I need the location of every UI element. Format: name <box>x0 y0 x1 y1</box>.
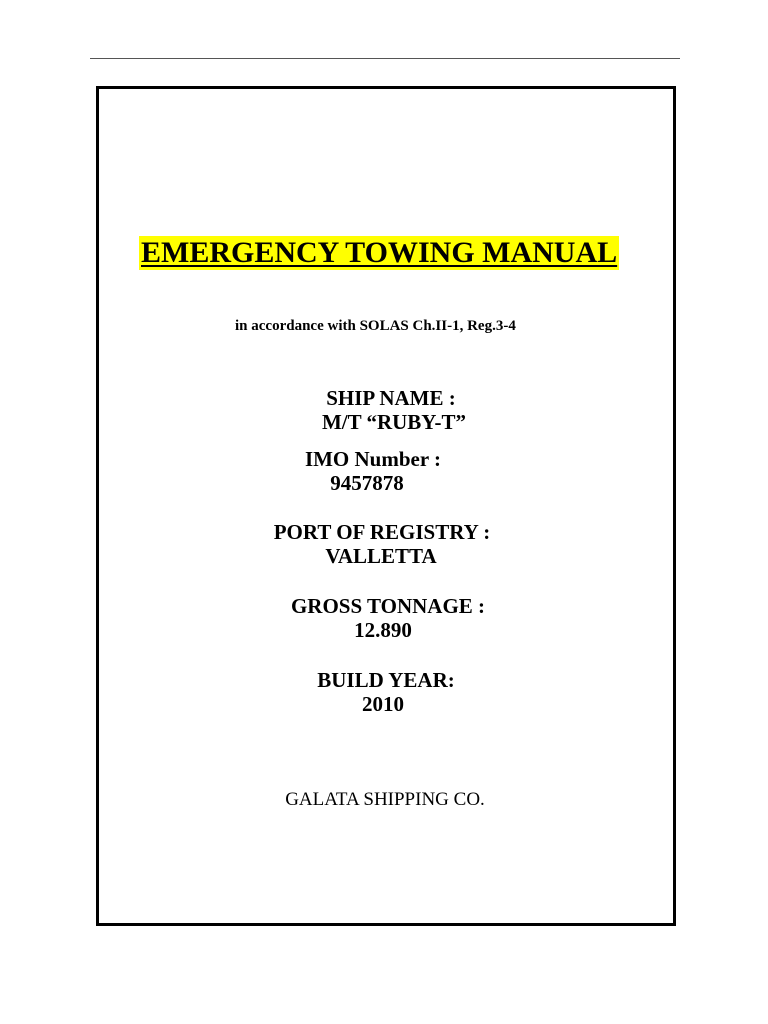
port-of-registry-label: PORT OF REGISTRY : <box>273 520 491 544</box>
page-top-rule <box>90 58 680 59</box>
imo-number-label: IMO Number : <box>304 447 442 471</box>
ship-name-block <box>99 386 673 434</box>
ship-name-label: SHIP NAME : <box>326 386 456 410</box>
ship-name-value: M/T “RUBY-T” <box>321 410 467 434</box>
document-title: EMERGENCY TOWING MANUAL <box>141 236 618 269</box>
build-year-value: 2010 <box>362 692 404 716</box>
build-year-block <box>99 668 673 716</box>
company-name <box>99 789 673 811</box>
document-subtitle: in accordance with SOLAS Ch.II-1, Reg.3-4 <box>235 318 516 334</box>
gross-tonnage-value: 12.890 <box>354 618 412 642</box>
build-year-label: BUILD YEAR: <box>317 668 455 692</box>
port-of-registry-value: VALLETTA <box>325 544 437 568</box>
gross-tonnage-block <box>99 594 673 642</box>
imo-number-value: 9457878 <box>330 471 404 495</box>
company-name-text: GALATA SHIPPING CO. <box>285 789 485 810</box>
cover-frame <box>96 86 676 926</box>
gross-tonnage-label: GROSS TONNAGE : <box>290 594 486 618</box>
imo-number-block <box>99 447 673 495</box>
port-of-registry-block <box>99 520 673 568</box>
